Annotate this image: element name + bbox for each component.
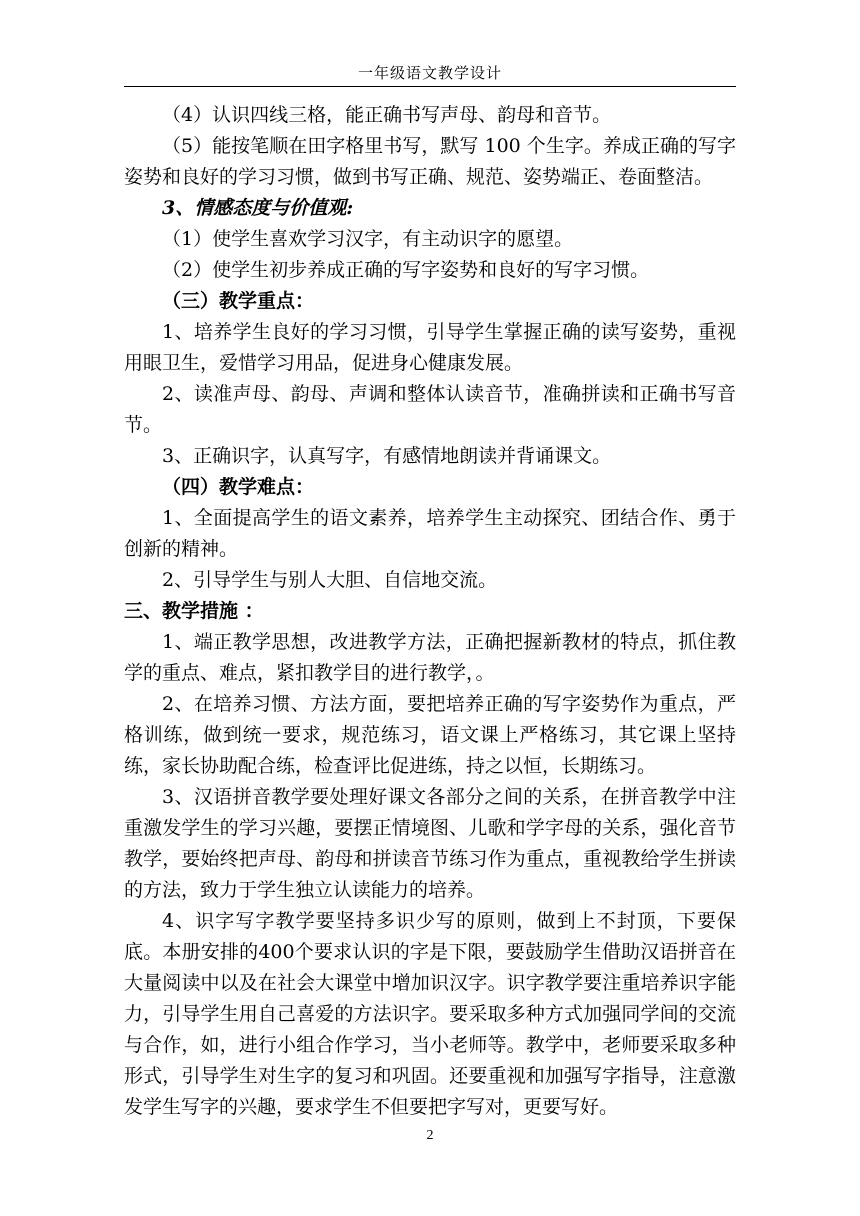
paragraph: 1、全面提高学生的语文素养，培养学生主动探究、团结合作、勇于创新的精神。 <box>124 507 736 560</box>
paragraph: （4）认识四线三格，能正确书写声母、韵母和音节。 <box>162 104 612 126</box>
paragraph: （2）使学生初步养成正确的写字姿势和良好的写字习惯。 <box>162 259 650 281</box>
paragraph: 4、识字写字教学要坚持多识少写的原则，做到上不封顶，下要保底。本册安排的400个要求认识的字是下限，要鼓励学生借助汉语拼音在大量阅读中以及在社会大课堂中增加识汉字。识字教学要注重培养识字能力，引导学生用自己喜爱的方法识字。要采取多种方式加强同学间的交流与合作，如，进行小组合作学习，当小老师等。教学中，老师要采取多种形式，引导学生对生字的复习和巩固。还要重视和加强写字指导，注意激发学生写字的兴趣，要求学生不但要把字写对，更要写好。 <box>124 910 736 1118</box>
paragraph: 1、端正教学思想，改进教学方法，正确把握新教材的特点，抓住教学的重点、难点，紧扣教学目的进行教学，。 <box>124 631 736 684</box>
paragraph: 3、正确识字，认真写字，有感情地朗读并背诵课文。 <box>162 445 612 467</box>
paragraph: 3、汉语拼音教学要处理好课文各部分之间的关系，在拼音教学中注重激发学生的学习兴趣，要摆正情境图、儿歌和学字母的关系，强化音节教学，要始终把声母、韵母和拼读音节练习作为重点，重视教给学生拼读的方法，致力于学生独立认读能力的培养。 <box>124 786 736 901</box>
section-heading: 3、情感态度与价值观: <box>162 197 354 219</box>
page-number: 2 <box>426 1128 434 1143</box>
paragraph: 2、引导学生与别人大胆、自信地交流。 <box>162 569 498 591</box>
paragraph: 2、在培养习惯、方法方面，要把培养正确的写字姿势作为重点，严格训练，做到统一要求，规范练习，语文课上严格练习，其它课上坚持练，家长协助配合练，检查评比促进练，持之以恒，长期练习。 <box>124 693 736 777</box>
header-rule <box>124 86 736 87</box>
paragraph: 1、培养学生良好的学习习惯，引导学生掌握正确的读写姿势，重视用眼卫生，爱惜学习用品，促进身心健康发展。 <box>124 321 736 374</box>
chapter-heading: 三、教学措施 ： <box>124 600 264 622</box>
paragraph: （5）能按笔顺在田字格里书写，默写 100 个生字。养成正确的写字姿势和良好的学习习惯，做到书写正确、规范、姿势端正、卷面整洁。 <box>124 135 736 188</box>
document-body <box>124 100 736 1123</box>
page-header-title: 一年级语文教学设计 <box>357 64 502 82</box>
section-heading: （四）教学难点： <box>162 476 315 498</box>
section-heading: （三）教学重点： <box>162 290 315 312</box>
paragraph: （1）使学生喜欢学习汉字，有主动识字的愿望。 <box>162 228 574 250</box>
paragraph: 2、读准声母、韵母、声调和整体认读音节，准确拼读和正确书写音节。 <box>124 383 736 436</box>
